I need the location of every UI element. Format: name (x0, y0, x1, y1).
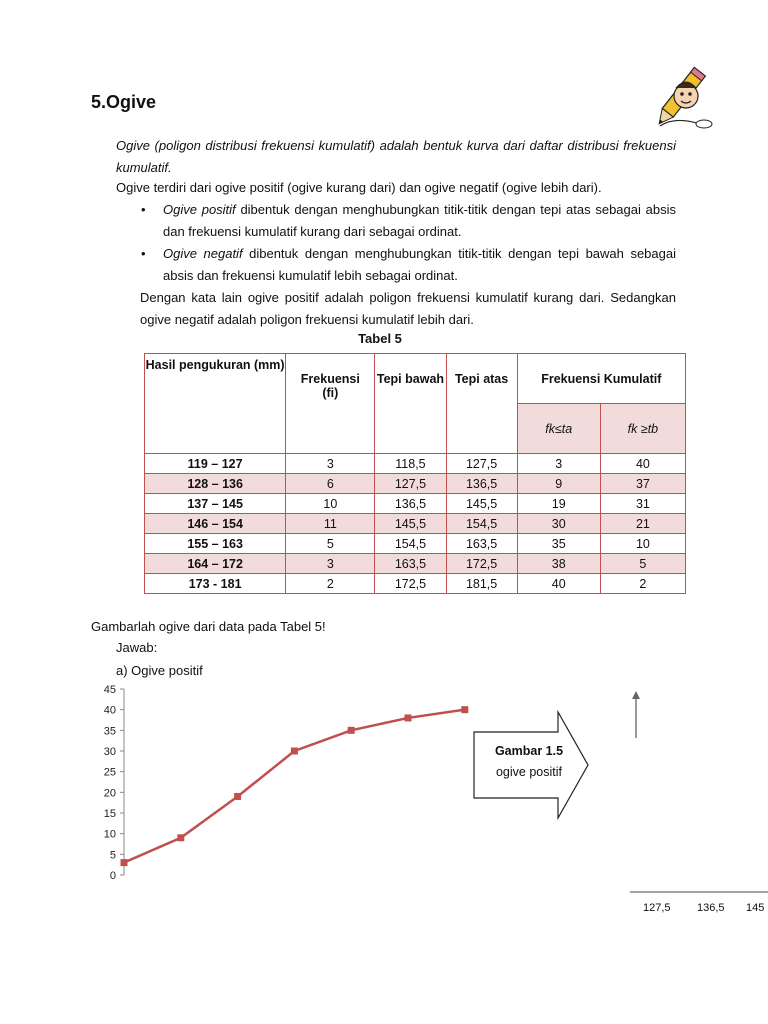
header-upper-boundary: Tepi atas (446, 354, 517, 454)
cell-range: 119 – 127 (145, 454, 286, 474)
cell-range: 155 – 163 (145, 534, 286, 554)
cell-upper: 136,5 (446, 474, 517, 494)
table-row (145, 514, 686, 534)
pencil-mascot-illustration (640, 66, 720, 138)
cell-range: 137 – 145 (145, 494, 286, 514)
table-row (145, 494, 686, 514)
header-range: Hasil pengukuran (mm) (145, 354, 286, 454)
cell-cum-less: 38 (517, 554, 600, 574)
data-point (461, 706, 468, 713)
cell-upper: 163,5 (446, 534, 517, 554)
answer-label: Jawab: (116, 640, 158, 655)
header-lower-boundary: Tepi bawah (375, 354, 446, 454)
y-tick-label: 10 (103, 828, 116, 841)
table-row (145, 554, 686, 574)
header-frequency-symbol: (fi) (322, 386, 339, 400)
data-point (121, 859, 128, 866)
side-axis-tick-label: 127,5 (643, 902, 671, 914)
side-axis-tick-label: 136,5 (697, 902, 725, 914)
callout-subtitle: ogive positif (495, 765, 562, 779)
cell-cum-more: 10 (600, 534, 685, 554)
data-point (234, 793, 241, 800)
cell-lower: 118,5 (375, 454, 446, 474)
y-tick-label: 25 (103, 766, 116, 779)
cell-frequency: 10 (286, 494, 375, 514)
data-point (405, 714, 412, 721)
cell-frequency: 3 (286, 554, 375, 574)
y-tick-label: 40 (103, 704, 116, 717)
cell-cum-more: 40 (600, 454, 685, 474)
bullet-text: dibentuk dengan menghubungkan titik-titik dengan tepi atas sebagai absis dan frekuensi kumulatif kurang dari sebagai ordinat. (163, 202, 676, 239)
table-caption: Tabel 5 (358, 331, 402, 346)
side-axis-tick-label: 145 (746, 902, 765, 914)
bullet-positive (163, 199, 676, 243)
y-tick-label: 45 (103, 684, 116, 696)
header-cum-less: fk≤ta (517, 404, 600, 454)
cell-cum-more: 37 (600, 474, 685, 494)
data-point (177, 834, 184, 841)
table-row (145, 534, 686, 554)
summary-text: Dengan kata lain ogive positif adalah poligon frekuensi kumulatif kurang dari. Sedangkan ogive negatif adalah poligon frekuensi kumulatif lebih dari. (140, 290, 676, 327)
data-point (348, 727, 355, 734)
cell-cum-more: 5 (600, 554, 685, 574)
cell-cum-less: 35 (517, 534, 600, 554)
cell-cum-more: 31 (600, 494, 685, 514)
y-tick-label: 5 (109, 849, 116, 862)
definition-text: Ogive (poligon distribusi frekuensi kumulatif) adalah bentuk kurva dari daftar distribusi frekuensi kumulatif. (116, 138, 676, 175)
cell-upper: 145,5 (446, 494, 517, 514)
bullet-term: Ogive negatif (163, 246, 243, 261)
y-tick-label: 15 (103, 808, 116, 820)
data-point (291, 748, 298, 755)
cell-cum-more: 2 (600, 574, 685, 594)
cell-cum-less: 3 (517, 454, 600, 474)
cell-range: 164 – 172 (145, 554, 286, 574)
table-row (145, 574, 686, 594)
cell-frequency: 2 (286, 574, 375, 594)
cell-cum-less: 9 (517, 474, 600, 494)
cell-cum-less: 19 (517, 494, 600, 514)
bullet-text: dibentuk dengan menghubungkan titik-titik dengan tepi bawah sebagai absis dan frekuensi kumulatif lebih sebagai ordinat. (163, 246, 676, 283)
table-row (145, 474, 686, 494)
bullet-negative (163, 243, 676, 287)
question-text: Gambarlah ogive dari data pada Tabel 5! (91, 619, 326, 634)
y-tick-label: 0 (109, 870, 116, 882)
side-axis-baseline (630, 890, 768, 894)
callout-title: Gambar 1.5 (494, 744, 564, 758)
header-cumulative: Frekuensi Kumulatif (517, 354, 685, 404)
cell-frequency: 3 (286, 454, 375, 474)
cell-cum-more: 21 (600, 514, 685, 534)
table-row (145, 454, 686, 474)
cell-upper: 154,5 (446, 514, 517, 534)
cell-lower: 127,5 (375, 474, 446, 494)
cell-range: 146 – 154 (145, 514, 286, 534)
cell-cum-less: 40 (517, 574, 600, 594)
cell-upper: 181,5 (446, 574, 517, 594)
frequency-table (144, 353, 686, 594)
header-frequency-label: Frekuensi (300, 372, 360, 386)
cell-lower: 145,5 (375, 514, 446, 534)
bullet-dot: • (141, 246, 146, 261)
cell-lower: 136,5 (375, 494, 446, 514)
bullet-dot: • (141, 202, 146, 217)
series-line (124, 710, 465, 863)
y-tick-label: 20 (103, 787, 116, 800)
bullet-term: Ogive positif (163, 202, 236, 217)
y-tick-label: 30 (103, 746, 116, 758)
cell-frequency: 5 (286, 534, 375, 554)
y-tick-label: 35 (103, 725, 116, 738)
cell-frequency: 6 (286, 474, 375, 494)
side-axis-arrow (629, 690, 643, 740)
section-title: 5.Ogive (91, 92, 157, 112)
cell-lower: 154,5 (375, 534, 446, 554)
cell-lower: 172,5 (375, 574, 446, 594)
cell-upper: 127,5 (446, 454, 517, 474)
ogive-positive-chart (88, 680, 478, 884)
header-cum-more: fk ≥tb (600, 404, 685, 454)
part-a-label: a) Ogive positif (116, 663, 203, 678)
types-text: Ogive terdiri dari ogive positif (ogive kurang dari) dan ogive negatif (ogive lebih dari). (116, 180, 602, 195)
cell-range: 173 - 181 (145, 574, 286, 594)
cell-cum-less: 30 (517, 514, 600, 534)
cell-lower: 163,5 (375, 554, 446, 574)
cell-frequency: 11 (286, 514, 375, 534)
header-frequency (286, 354, 375, 454)
cell-range: 128 – 136 (145, 474, 286, 494)
cell-upper: 172,5 (446, 554, 517, 574)
